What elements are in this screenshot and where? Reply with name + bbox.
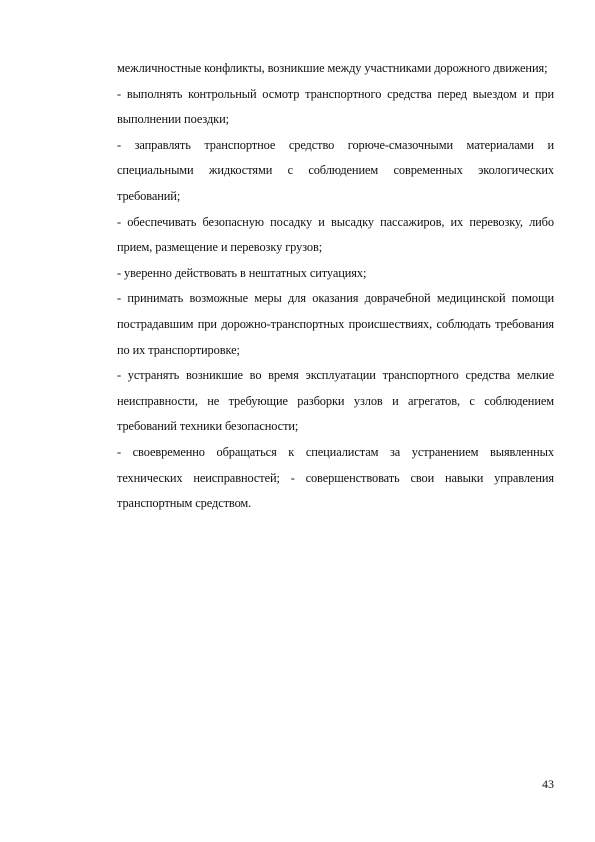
paragraph: - обеспечивать безопасную посадку и высадку пассажиров, их перевозку, либо прием, размещение и перевозку грузов;	[117, 214, 554, 255]
body-text	[117, 56, 554, 517]
paragraph: - своевременно обращаться к специалистам за устранением выявленных технических неисправностей; - совершенствовать свои навыки управления транспортным средством.	[117, 444, 554, 511]
paragraph: - устранять возникшие во время эксплуатации транспортного средства мелкие неисправности, не требующие разборки узлов и агрегатов, с соблюдением требований техники безопасности;	[117, 368, 554, 434]
paragraph: - заправлять транспортное средство горюче-смазочными материалами и специальными жидкостями с соблюдением современных экологических требований;	[117, 137, 554, 203]
paragraph: - принимать возможные меры для оказания доврачебной медицинской помощи пострадавшим при дорожно-транспортных происшествиях, соблюдать требования по их транспортировке;	[117, 291, 554, 357]
page-number: 43	[542, 777, 554, 791]
paragraph: межличностные конфликты, возникшие между участниками дорожного движения;	[117, 61, 548, 75]
paragraph: - выполнять контрольный осмотр транспортного средства перед выездом и при выполнении поездки;	[117, 86, 554, 127]
paragraph: - уверенно действовать в нештатных ситуациях;	[117, 265, 367, 280]
